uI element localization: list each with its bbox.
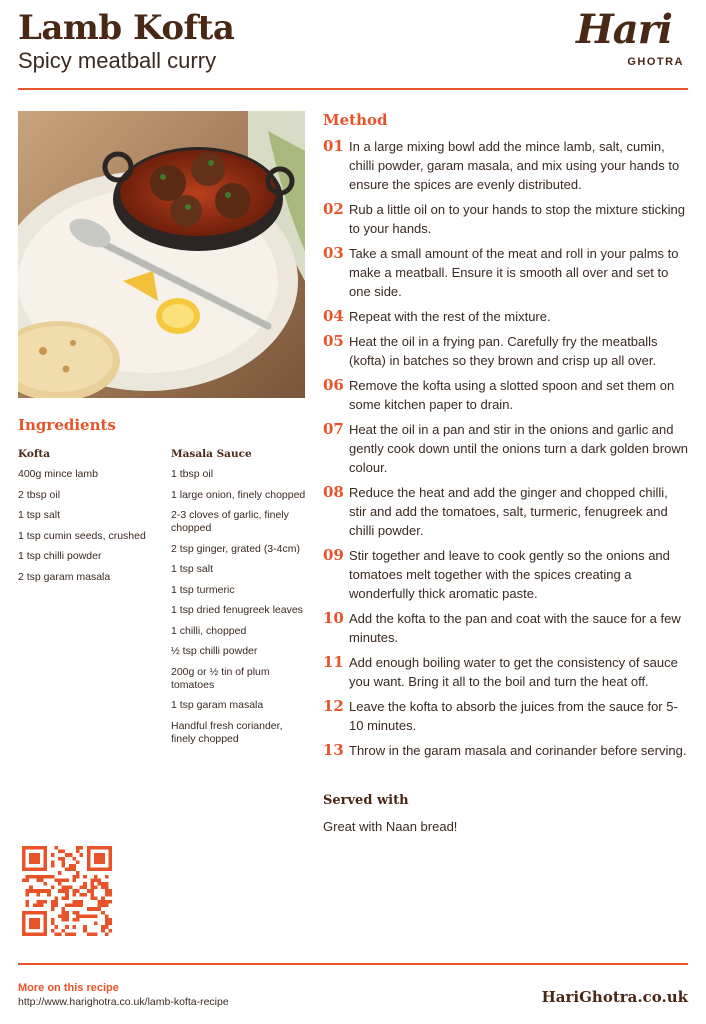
step-number: 08 xyxy=(323,483,344,501)
step-text: Take a small amount of the meat and roll in your palms to make a meatball. Ensure it is smooth all over and set to one side. xyxy=(349,246,679,299)
step-number: 13 xyxy=(323,741,344,759)
step-number: 01 xyxy=(323,137,344,155)
method-step xyxy=(323,420,688,477)
ingredient-item: 1 tsp salt xyxy=(18,509,61,521)
method-step xyxy=(323,483,688,540)
step-number: 12 xyxy=(323,697,344,715)
step-text: Reduce the heat and add the ginger and chopped chilli, stir and add the tomatoes, salt, turmeric, fenugreek and chilli powder. xyxy=(349,485,668,538)
ingredient-item: 1 tsp turmeric xyxy=(171,583,235,596)
ingredient-item: 400g mince lamb xyxy=(18,468,98,480)
logo-script-text: Hari xyxy=(576,6,672,53)
ingredient-item: 1 tsp cumin seeds, crushed xyxy=(18,529,146,542)
method-step xyxy=(323,609,688,647)
ingredient-item: 1 large onion, finely chopped xyxy=(171,488,306,501)
ingredients-heading: Ingredients xyxy=(18,416,116,434)
ingredient-item: ½ tsp chilli powder xyxy=(171,645,258,657)
served-with-text: Great with Naan bread! xyxy=(323,819,458,834)
kofta-ingredients xyxy=(18,448,158,591)
method-step xyxy=(323,741,688,760)
ingredient-item: 1 chilli, chopped xyxy=(171,624,247,637)
method-step xyxy=(323,546,688,603)
kofta-heading: Kofta xyxy=(18,448,51,460)
masala-heading: Masala Sauce xyxy=(171,448,252,460)
logo-sub-text: GHOTRA xyxy=(627,56,684,68)
method-heading: Method xyxy=(323,111,388,129)
step-text: Leave the kofta to absorb the juices from the sauce for 5-10 minutes. xyxy=(349,699,678,733)
ingredient-item: 1 tbsp oil xyxy=(171,468,214,480)
method-step xyxy=(323,376,688,414)
step-text: Repeat with the rest of the mixture. xyxy=(349,309,551,324)
ingredient-item: Handful fresh coriander, finely chopped xyxy=(171,719,283,745)
method-step xyxy=(323,200,688,238)
step-number: 03 xyxy=(323,244,344,262)
step-text: Heat the oil in a frying pan. Carefully fry the meatballs (kofta) in batches so they brown and crisp up all over. xyxy=(349,334,658,368)
ingredient-item: 2 tsp garam masala xyxy=(18,570,111,583)
method-steps xyxy=(323,137,688,766)
step-number: 07 xyxy=(323,420,344,438)
kofta-list xyxy=(18,468,158,584)
hari-ghotra-logo xyxy=(576,6,686,74)
method-step xyxy=(323,307,688,326)
step-number: 09 xyxy=(323,546,344,564)
header-divider xyxy=(18,88,688,90)
method-step xyxy=(323,137,688,194)
step-text: Remove the kofta using a slotted spoon and set them on some kitchen paper to drain. xyxy=(349,378,675,412)
recipe-title: Lamb Kofta xyxy=(18,8,235,48)
site-name[interactable]: HariGhotra.co.uk xyxy=(541,988,688,1006)
ingredient-item: 2 tbsp oil xyxy=(18,488,61,501)
ingredient-item: 200g or ½ tin of plum tomatoes xyxy=(171,665,270,691)
step-number: 11 xyxy=(323,653,344,671)
step-text: Add the kofta to the pan and coat with the sauce for a few minutes. xyxy=(349,611,681,645)
step-text: In a large mixing bowl add the mince lamb, salt, cumin, chilli powder, garam masala, and mix using your hands to ensure the spices are evenly distributed. xyxy=(349,139,680,192)
step-text: Stir together and leave to cook gently so the onions and tomatoes melt together with the spices creating a wonderfully thick aromatic paste. xyxy=(349,548,670,601)
ingredient-item: 1 tsp dried fenugreek leaves xyxy=(171,604,303,616)
more-on-recipe-heading: More on this recipe xyxy=(18,982,119,994)
recipe-subtitle: Spicy meatball curry xyxy=(18,48,217,73)
served-with-heading: Served with xyxy=(323,793,409,808)
step-text: Add enough boiling water to get the consistency of sauce you want. Bring it all to the boil and turn the heat off. xyxy=(349,655,678,689)
recipe-url-link[interactable]: http://www.harighotra.co.uk/lamb-kofta-recipe xyxy=(18,996,229,1008)
ingredient-item: 2 tsp ginger, grated (3-4cm) xyxy=(171,542,300,555)
step-number: 02 xyxy=(323,200,344,218)
step-number: 10 xyxy=(323,609,344,627)
ingredient-item: 1 tsp chilli powder xyxy=(18,550,102,562)
method-step xyxy=(323,653,688,691)
step-number: 06 xyxy=(323,376,344,394)
step-number: 05 xyxy=(323,332,344,350)
step-text: Rub a little oil on to your hands to stop the mixture sticking to your hands. xyxy=(349,202,686,236)
masala-list xyxy=(171,468,306,746)
step-number: 04 xyxy=(323,307,344,325)
ingredient-item: 1 tsp garam masala xyxy=(171,699,264,711)
step-text: Throw in the garam masala and corinander before serving. xyxy=(349,743,687,758)
masala-ingredients xyxy=(171,448,306,753)
step-text: Heat the oil in a pan and stir in the onions and garlic and gently cook down until the onions turn a dark golden brown colour. xyxy=(349,422,688,475)
method-step xyxy=(323,244,688,301)
method-step xyxy=(323,332,688,370)
recipe-photo xyxy=(18,111,305,398)
ingredient-item: 1 tsp salt xyxy=(171,563,214,575)
qr-code[interactable] xyxy=(22,846,112,936)
footer-divider xyxy=(18,963,688,965)
method-step xyxy=(323,697,688,735)
ingredient-item: 2-3 cloves of garlic, finely chopped xyxy=(171,509,289,534)
